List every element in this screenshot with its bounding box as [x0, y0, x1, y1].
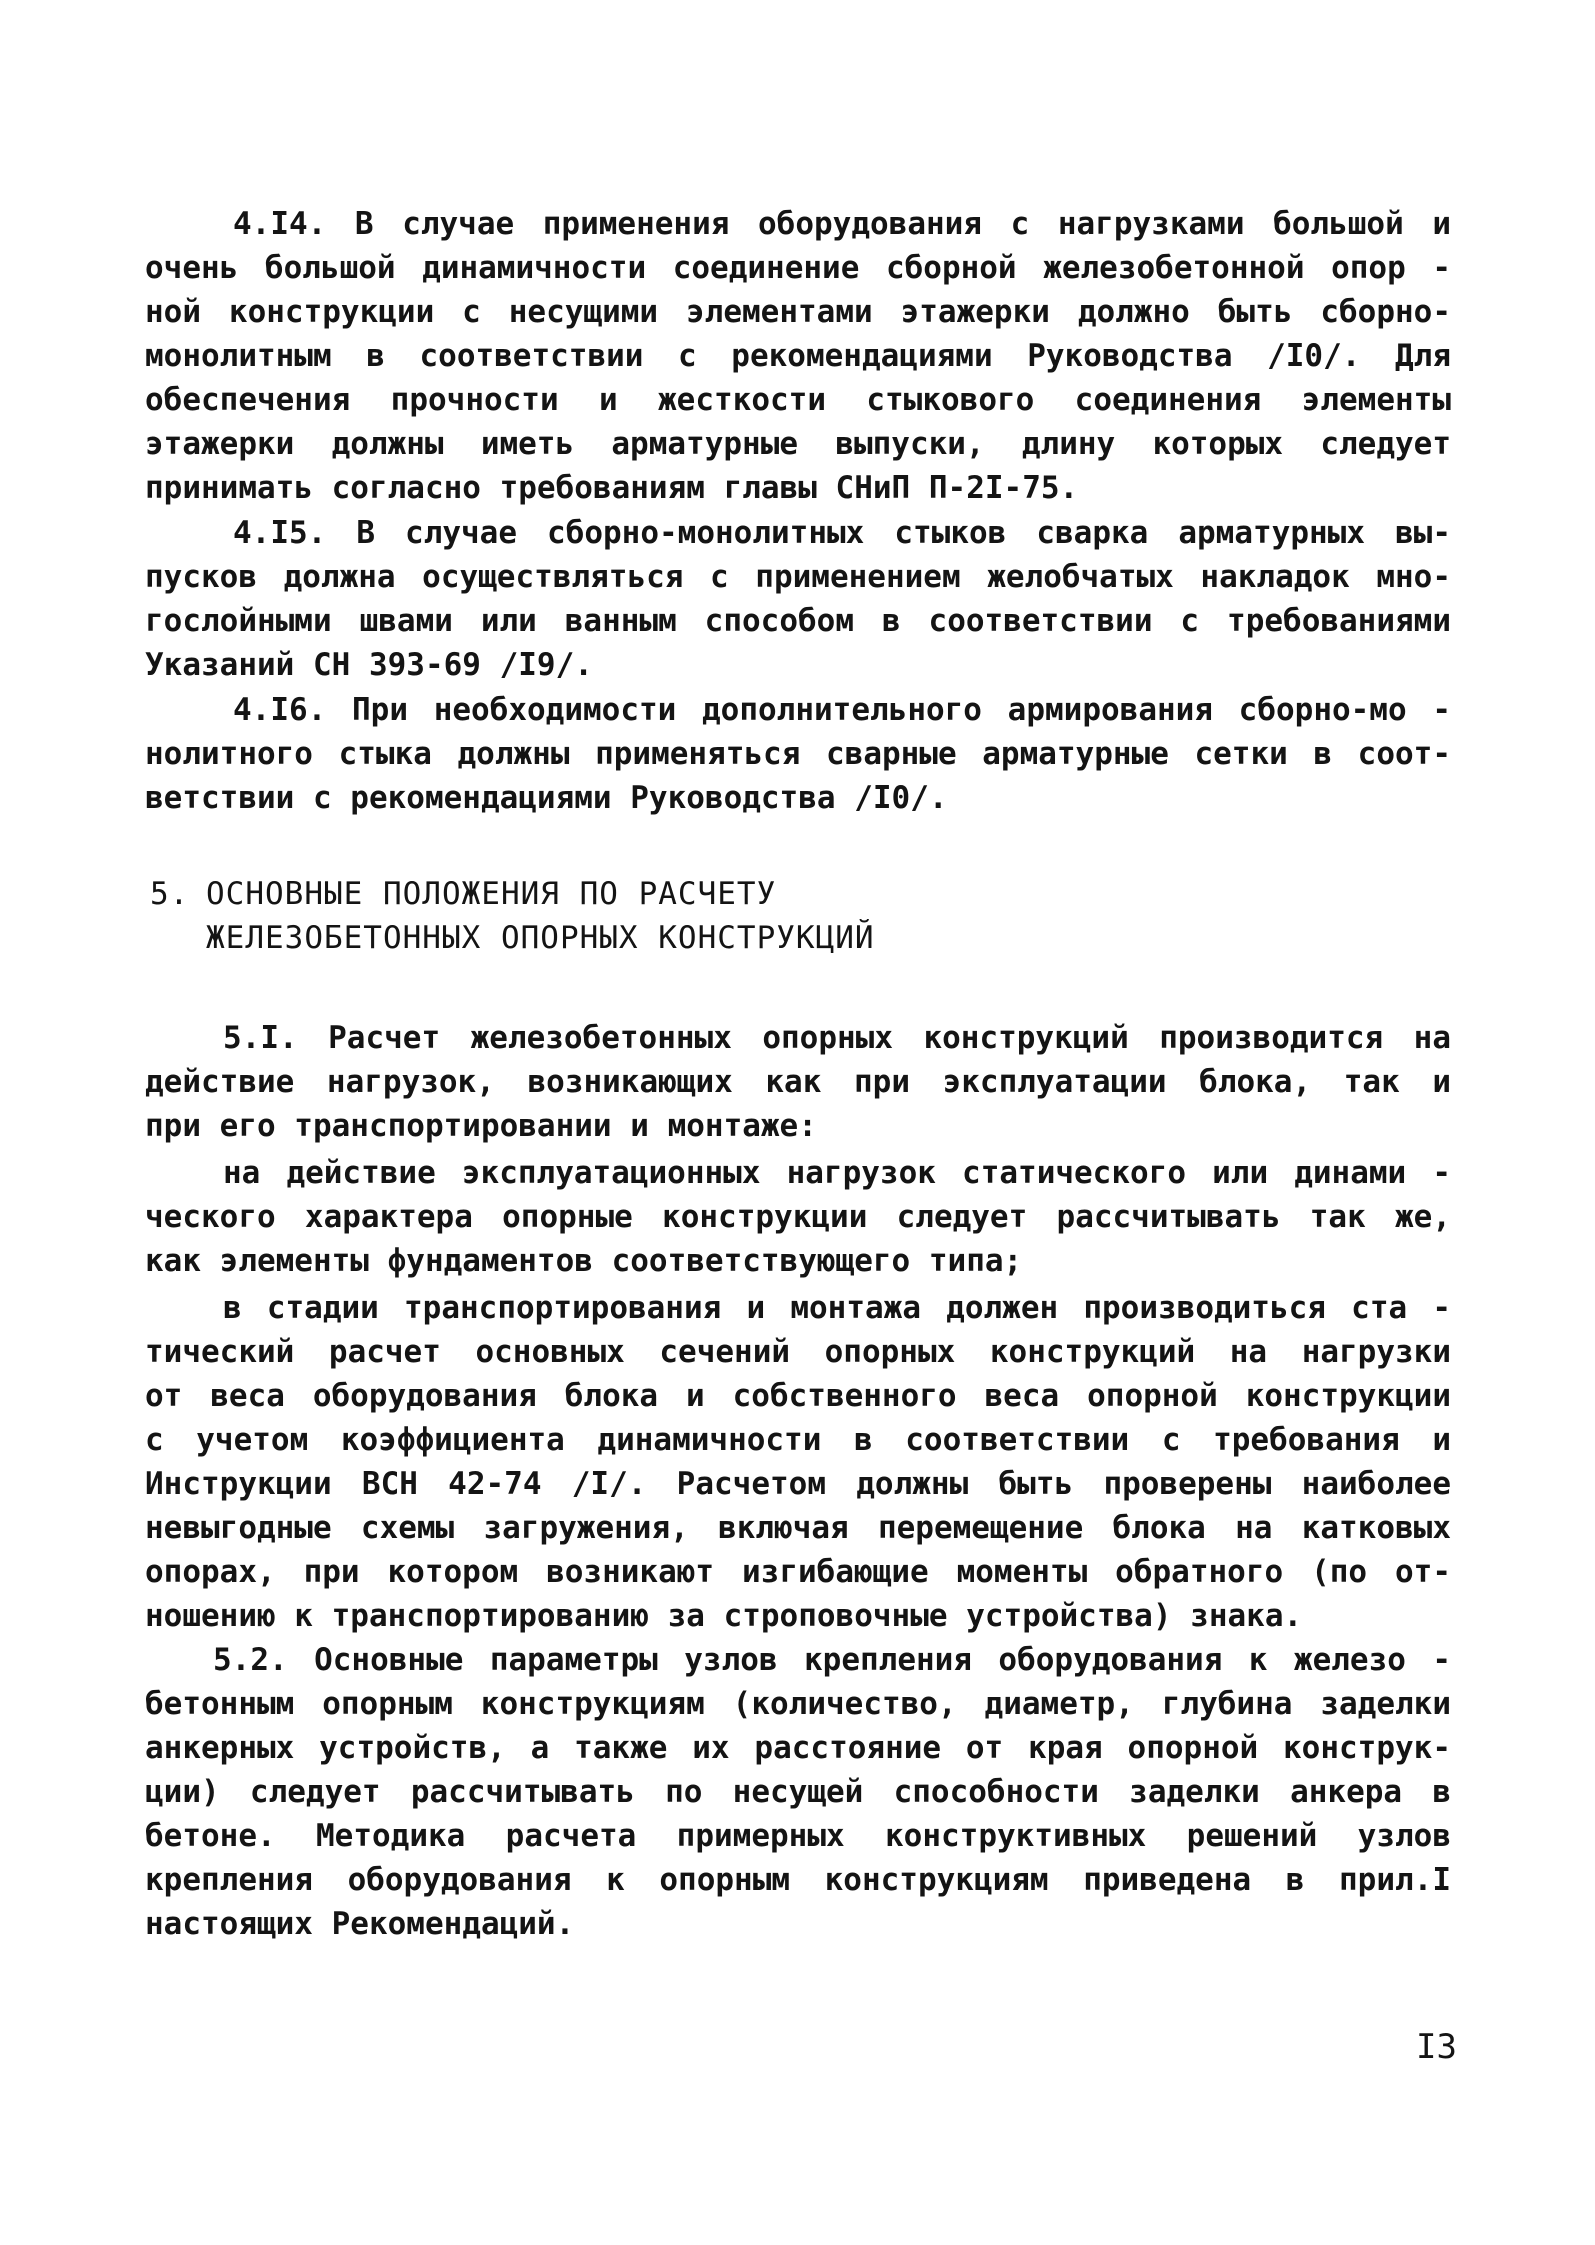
text-line: ветствии с рекомендациями Руководства /I0/.	[145, 780, 948, 816]
text-line: настоящих Рекомендаций.	[145, 1906, 575, 1942]
text-line: опорах, при котором возникают изгибающие моменты обратного (по от-	[145, 1554, 1451, 1590]
text-line: бетонным опорным конструкциям (количество, диаметр, глубина заделки	[145, 1686, 1451, 1722]
section-title-line-1: ОСНОВНЫЕ ПОЛОЖЕНИЯ ПО РАСЧЕТУ	[206, 876, 777, 912]
text-line: 5.I. Расчет железобетонных опорных конструкций производится на	[223, 1020, 1451, 1056]
text-line: от веса оборудования блока и собственного веса опорной конструкции	[145, 1378, 1451, 1414]
text-line: крепления оборудования к опорным конструкциям приведена в прил.I	[145, 1862, 1451, 1898]
text-line: 4.I5. В случае сборно-монолитных стыков сварка арматурных вы-	[233, 515, 1451, 551]
text-line: пусков должна осуществляться с применением желобчатых накладок мно-	[145, 559, 1451, 595]
text-line: на действие эксплуатационных нагрузок статического или динами -	[223, 1155, 1451, 1191]
page-number: I3	[1416, 2027, 1457, 2067]
text-line: действие нагрузок, возникающих как при эксплуатации блока, так и	[145, 1064, 1451, 1100]
text-line: 4.I4. В случае применения оборудования с нагрузками большой и	[233, 206, 1451, 242]
text-line: принимать согласно требованиям главы СНиП П-2I-75.	[145, 470, 1079, 506]
section-number: 5.	[150, 876, 190, 912]
text-line: с учетом коэффициента динамичности в соответствии с требования и	[145, 1422, 1451, 1458]
text-line: анкерных устройств, а также их расстояние от края опорной конструк-	[145, 1730, 1451, 1766]
text-line: ческого характера опорные конструкции следует рассчитывать так же,	[145, 1199, 1451, 1235]
text-line: нолитного стыка должны применяться сварные арматурные сетки в соот-	[145, 736, 1451, 772]
text-line: бетоне. Методика расчета примерных конструктивных решений узлов	[145, 1818, 1451, 1854]
text-line: этажерки должны иметь арматурные выпуски, длину которых следует	[145, 426, 1451, 462]
text-line: очень большой динамичности соединение сборной железобетонной опор -	[145, 250, 1451, 286]
text-line: гослойными швами или ванным способом в соответствии с требованиями	[145, 603, 1451, 639]
text-line: тический расчет основных сечений опорных конструкций на нагрузки	[145, 1334, 1451, 1370]
text-line: при его транспортировании и монтаже:	[145, 1108, 817, 1144]
text-line: как элементы фундаментов соответствующего типа;	[145, 1243, 1023, 1279]
text-line: монолитным в соответствии с рекомендациями Руководства /I0/. Для	[145, 338, 1451, 374]
text-line: Инструкции ВСН 42-74 /I/. Расчетом должны быть проверены наиболее	[145, 1466, 1451, 1502]
text-line: невыгодные схемы загружения, включая перемещение блока на катковых	[145, 1510, 1451, 1546]
text-line: обеспечения прочности и жесткости стыкового соединения элементы	[145, 382, 1451, 418]
text-line: Указаний СН 393-69 /I9/.	[145, 647, 593, 683]
text-line: 5.2. Основные параметры узлов крепления оборудования к железо -	[213, 1642, 1451, 1678]
text-line: в стадии транспортирования и монтажа должен производиться ста -	[223, 1290, 1451, 1326]
text-line: 4.I6. При необходимости дополнительного армирования сборно-мо -	[233, 692, 1451, 728]
text-line: ции) следует рассчитывать по несущей способности заделки анкера в	[145, 1774, 1451, 1810]
section-title-line-2: ЖЕЛЕЗОБЕТОННЫХ ОПОРНЫХ КОНСТРУКЦИЙ	[206, 920, 875, 956]
text-line: ной конструкции с несущими элементами этажерки должно быть сборно-	[145, 294, 1451, 330]
text-line: ношению к транспортированию за строповочные устройства) знака.	[145, 1598, 1303, 1634]
